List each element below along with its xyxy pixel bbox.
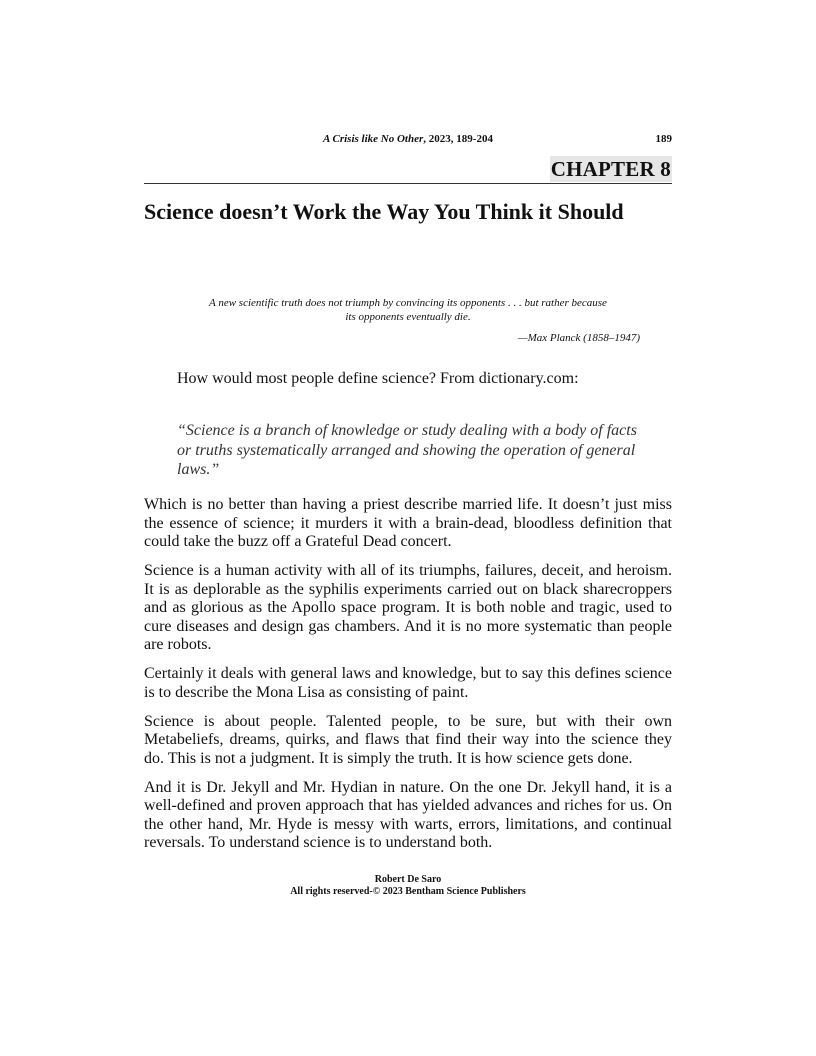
body-text bbox=[144, 496, 672, 863]
paragraph: Science is a human activity with all of its triumphs, failures, deceit, and heroism. It is as deplorable as the syphilis experiments carried out on black sharecroppers and as glorious as the Apollo space program. It is both noble and tragic, used to cure diseases and design gas chambers. And it is no more systematic than people are robots. bbox=[144, 562, 672, 653]
dictionary-definition: “Science is a branch of knowledge or study dealing with a body of facts or truths systematically arranged and showing the operation of general laws.” bbox=[177, 422, 637, 478]
intro-paragraph: How would most people define science? From dictionary.com: bbox=[177, 370, 579, 387]
page-footer bbox=[144, 874, 672, 898]
paragraph: And it is Dr. Jekyll and Mr. Hydian in nature. On the one Dr. Jekyll hand, it is a well-defined and proven approach that has yielded advances and riches for us. On the other hand, Mr. Hyde is messy with warts, errors, limitations, and continual reversals. To understand science is to understand both. bbox=[144, 778, 672, 851]
paragraph: Certainly it deals with general laws and knowledge, but to say this defines science is to describe the Mona Lisa as consisting of paint. bbox=[144, 665, 672, 701]
page-number: 189 bbox=[655, 133, 672, 145]
source-title: A Crisis like No Other bbox=[323, 133, 424, 145]
footer-author: Robert De Saro bbox=[374, 874, 442, 885]
source-details: , 2023, 189-204 bbox=[423, 133, 493, 145]
paragraph: Which is no better than having a priest describe married life. It doesn’t just miss the essence of science; it murders it with a brain-dead, bloodless definition that could take the buzz off a Grateful Dead concert. bbox=[144, 496, 672, 550]
running-head bbox=[144, 133, 672, 149]
chapter-header bbox=[144, 156, 672, 184]
source-citation bbox=[144, 133, 672, 145]
paragraph: Science is about people. Talented people, to be sure, but with their own Metabeliefs, dreams, quirks, and flaws that find their way into the science they do. This is not a judgment. It is simply the truth. It is how science gets done. bbox=[144, 712, 672, 767]
epigraph-line: A new scientific truth does not triumph by convincing its opponents . . . but rather because bbox=[209, 297, 607, 309]
epigraph-line: its opponents eventually die. bbox=[345, 311, 471, 323]
chapter-title: Science doesn’t Work the Way You Think it Should bbox=[144, 199, 624, 224]
chapter-label: CHAPTER 8 bbox=[550, 157, 671, 181]
footer-copyright: All rights reserved-© 2023 Bentham Science Publishers bbox=[290, 886, 526, 897]
epigraph-attribution: —Max Planck (1858–1947) bbox=[517, 332, 640, 344]
epigraph-quote bbox=[176, 296, 640, 324]
